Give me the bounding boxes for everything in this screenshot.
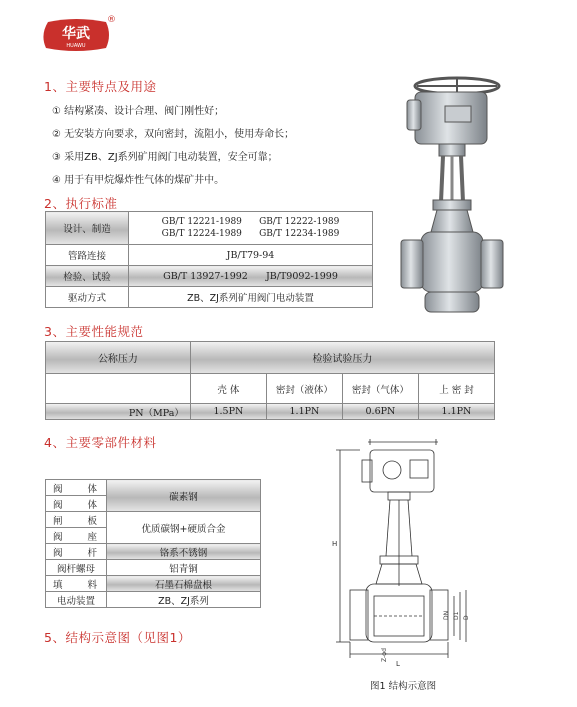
material-part: 阀 体 bbox=[46, 496, 107, 512]
material-part: 填 料 bbox=[46, 576, 107, 592]
standard-code: GB/T 12221-1989 bbox=[161, 217, 242, 227]
material-part: 阀 座 bbox=[46, 528, 107, 544]
standards-label-pipe: 管路连接 bbox=[46, 245, 129, 266]
perf-row-label: PN（MPa） bbox=[46, 404, 191, 420]
structure-diagram bbox=[320, 436, 470, 672]
material-part: 阀杆螺母 bbox=[46, 560, 107, 576]
perf-subheader: 密封（液体） bbox=[266, 374, 342, 404]
standard-code: GB/T 13927-1992 bbox=[163, 270, 248, 282]
svg-text:HUAWU: HUAWU bbox=[66, 43, 86, 49]
standards-test-values bbox=[129, 266, 373, 287]
material-part: 闸 板 bbox=[46, 512, 107, 528]
dim-label: DN bbox=[443, 610, 450, 620]
figure-caption: 图1 结构示意图 bbox=[370, 681, 437, 692]
perf-subheader: 密封（气体） bbox=[342, 374, 418, 404]
perf-value: 1.5PN bbox=[190, 404, 266, 420]
dim-label: Z-φd bbox=[381, 648, 388, 662]
svg-text:华武: 华武 bbox=[62, 26, 90, 42]
performance-table bbox=[45, 341, 495, 420]
huawu-logo bbox=[40, 18, 112, 52]
section-heading-materials: 4、主要零部件材料 bbox=[44, 435, 157, 450]
material-value: 碳素钢 bbox=[107, 480, 261, 512]
standards-table bbox=[45, 211, 373, 308]
material-value: 铝青铜 bbox=[107, 560, 261, 576]
material-value: 石墨石棉盘根 bbox=[107, 576, 261, 592]
perf-value: 1.1PN bbox=[418, 404, 494, 420]
standard-drive: ZB、ZJ系列矿用阀门电动装置 bbox=[129, 287, 373, 308]
material-value: 优质碳钢+硬质合金 bbox=[107, 512, 261, 544]
valve-photo bbox=[395, 72, 510, 327]
standards-label-drive: 驱动方式 bbox=[46, 287, 129, 308]
materials-table bbox=[45, 479, 261, 608]
feature-item: ④ 用于有甲烷爆炸性气体的煤矿井中。 bbox=[52, 175, 225, 186]
feature-item: ③ 采用ZB、ZJ系列矿用阀门电动装置，安全可靠； bbox=[52, 152, 278, 163]
section-heading-structure: 5、结构示意图（见图1） bbox=[44, 630, 191, 645]
perf-empty-cell bbox=[46, 374, 191, 404]
standards-design-values bbox=[129, 212, 373, 245]
feature-item: ① 结构紧凑、设计合理、阀门刚性好； bbox=[52, 106, 225, 117]
material-value: 铬系不锈钢 bbox=[107, 544, 261, 560]
dim-label: D1 bbox=[453, 611, 460, 620]
standard-code: GB/T 12224-1989 bbox=[161, 229, 242, 239]
standard-code: GB/T 12222-1989 bbox=[259, 217, 340, 227]
standards-label-test: 检验、试验 bbox=[46, 266, 129, 287]
perf-header-test: 检验试验压力 bbox=[190, 342, 494, 374]
perf-header-nominal: 公称压力 bbox=[46, 342, 191, 374]
dim-label: L bbox=[396, 660, 400, 668]
material-part: 阀 体 bbox=[46, 480, 107, 496]
registered-mark: ® bbox=[107, 15, 116, 25]
material-value: ZB、ZJ系列 bbox=[107, 592, 261, 608]
standard-code: JB/T9092-1999 bbox=[265, 270, 338, 282]
material-part: 电动装置 bbox=[46, 592, 107, 608]
perf-value: 1.1PN bbox=[266, 404, 342, 420]
perf-value: 0.6PN bbox=[342, 404, 418, 420]
section-heading-features: 1、主要特点及用途 bbox=[44, 79, 157, 94]
standards-label-design: 设计、制造 bbox=[46, 212, 129, 245]
section-heading-performance: 3、主要性能规范 bbox=[44, 324, 144, 339]
standard-code: JB/T79-94 bbox=[129, 245, 373, 266]
perf-subheader: 壳 体 bbox=[190, 374, 266, 404]
feature-item: ② 无安装方向要求，双向密封，流阻小，使用寿命长； bbox=[52, 129, 295, 140]
dim-label: D bbox=[463, 615, 470, 620]
perf-subheader: 上 密 封 bbox=[418, 374, 494, 404]
dim-label: H bbox=[332, 540, 338, 548]
standard-code: GB/T 12234-1989 bbox=[259, 229, 340, 239]
material-part: 阀 杆 bbox=[46, 544, 107, 560]
section-heading-standards: 2、执行标准 bbox=[44, 196, 118, 211]
